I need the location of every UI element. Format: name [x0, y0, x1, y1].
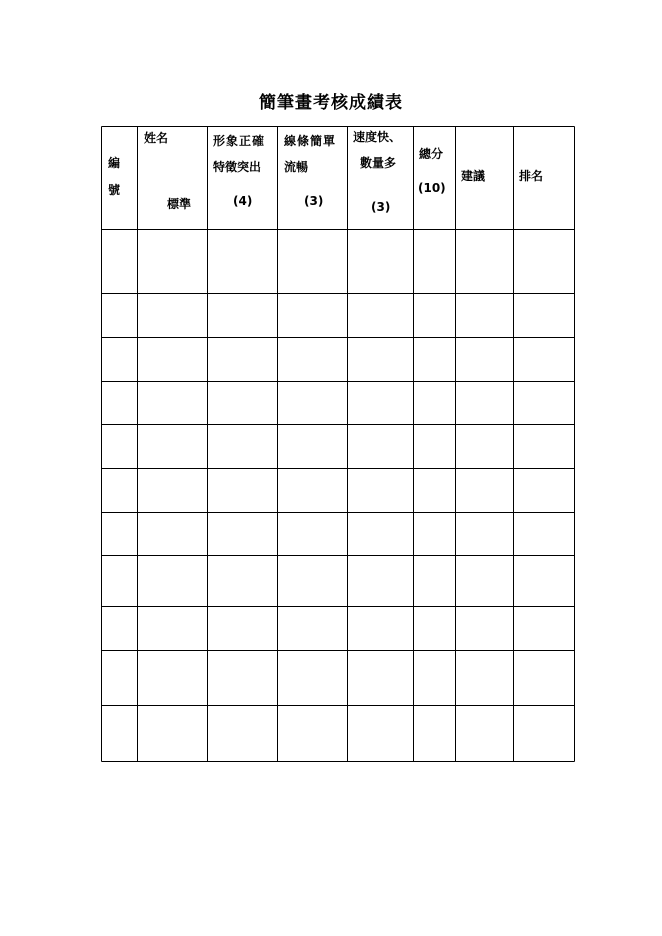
header-speed-score: (3): [371, 200, 391, 214]
header-shape-line1: 形象正確: [213, 134, 266, 148]
header-total-score: (10): [418, 181, 446, 195]
header-criteria: 標準: [167, 197, 192, 211]
document-title: 簡筆畫考核成績表: [259, 93, 403, 113]
header-suggestion: 建議: [461, 169, 486, 183]
header-rank: 排名: [519, 169, 544, 183]
header-total: 總分: [419, 147, 444, 161]
header-speed-line2: 數量多: [360, 156, 397, 170]
header-shape-score: (4): [233, 194, 253, 208]
header-shape-line2: 特徵突出: [213, 160, 262, 174]
header-number-line1: 編: [108, 156, 121, 170]
header-name: 姓名: [144, 131, 169, 145]
header-lines-score: (3): [304, 194, 324, 208]
header-lines-line2: 流暢: [284, 160, 309, 174]
header-lines-line1: 線條簡單: [284, 134, 337, 148]
header-number-line2: 號: [108, 183, 121, 197]
header-speed-line1: 速度快、: [353, 130, 402, 144]
